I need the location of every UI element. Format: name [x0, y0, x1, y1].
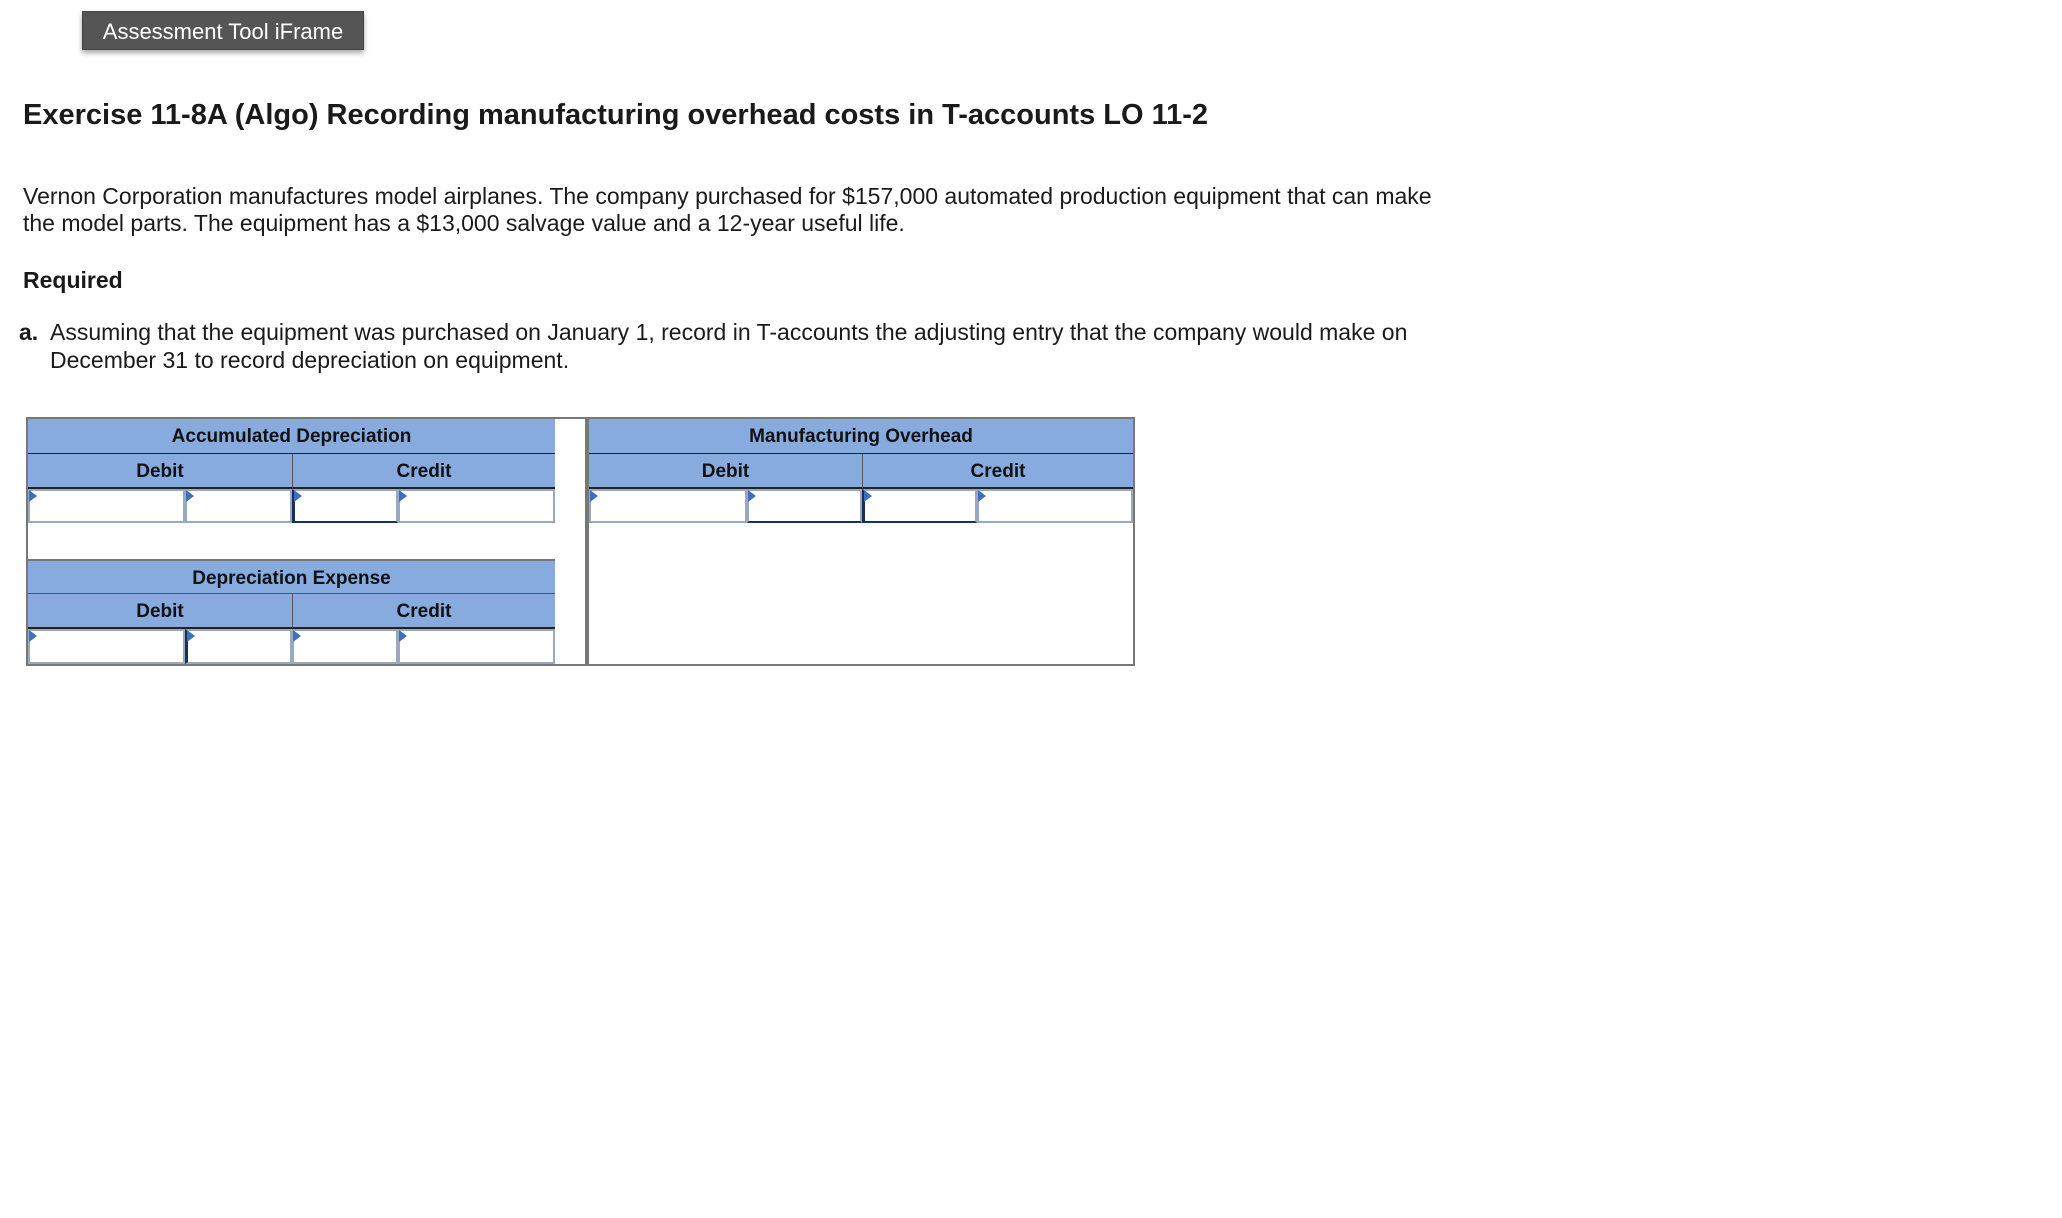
exercise-title: Exercise 11-8A (Algo) Recording manufacturing overhead costs in T-accounts LO 11-2 [23, 99, 1209, 131]
right-t-accounts-panel [587, 417, 1135, 666]
manufacturing-overhead-credit-account-input[interactable] [862, 489, 977, 523]
depreciation-expense-debit-header: Debit [28, 594, 292, 629]
required-heading: Required [23, 267, 123, 293]
manufacturing-overhead-debit-amount-input[interactable] [747, 489, 862, 523]
depreciation-expense-credit-account-input[interactable] [292, 629, 398, 664]
accumulated-depreciation-credit-header: Credit [292, 454, 555, 489]
requirement-a-label: a. [19, 319, 39, 345]
manufacturing-overhead-debit-header: Debit [589, 454, 862, 489]
depreciation-expense-credit-header: Credit [292, 594, 555, 629]
requirement-a [19, 318, 1449, 374]
assessment-tool-badge: Assessment Tool iFrame [82, 11, 364, 50]
depreciation-expense-debit-amount-input[interactable] [185, 629, 292, 664]
accumulated-depreciation-debit-account-input[interactable] [28, 489, 185, 523]
accumulated-depreciation-title: Accumulated Depreciation [28, 419, 555, 454]
manufacturing-overhead-credit-amount-input[interactable] [977, 489, 1133, 523]
depreciation-expense-debit-account-input[interactable] [28, 629, 185, 664]
manufacturing-overhead-debit-account-input[interactable] [589, 489, 747, 523]
manufacturing-overhead-credit-header: Credit [862, 454, 1133, 489]
panel-spacer [555, 417, 587, 666]
left-t-accounts-panel [26, 417, 557, 666]
exercise-intro: Vernon Corporation manufactures model airplanes. The company purchased for $157,000 automated production equipment that can make the model parts. The equipment has a $13,000 salvage value and a 12-year useful life. [23, 183, 1432, 236]
accumulated-depreciation-credit-account-input[interactable] [292, 489, 398, 523]
accumulated-depreciation-debit-header: Debit [28, 454, 292, 489]
manufacturing-overhead-title: Manufacturing Overhead [589, 419, 1133, 454]
depreciation-expense-title: Depreciation Expense [28, 559, 555, 594]
accumulated-depreciation-credit-amount-input[interactable] [398, 489, 555, 523]
depreciation-expense-credit-amount-input[interactable] [398, 629, 555, 664]
accumulated-depreciation-debit-amount-input[interactable] [185, 489, 292, 523]
requirement-a-text: Assuming that the equipment was purchased on January 1, record in T-accounts the adjusting entry that the company would make on December 31 to record depreciation on equipment. [50, 319, 1408, 373]
